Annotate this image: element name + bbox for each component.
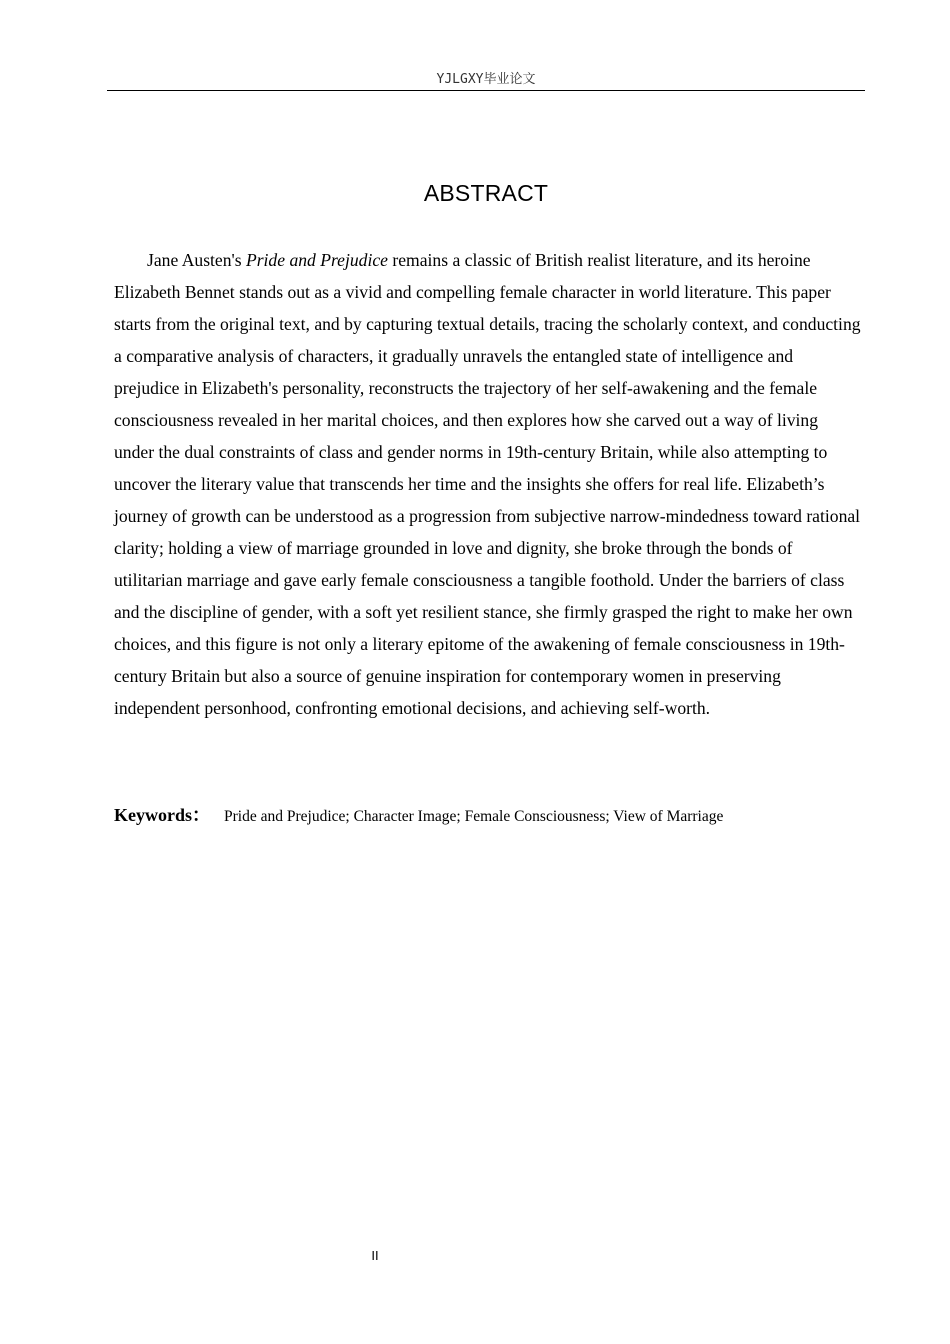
keywords-line xyxy=(114,801,862,831)
page-header: YJLGXY毕业论文 xyxy=(107,70,865,91)
abstract-paragraph xyxy=(114,244,862,724)
abstract-lead: Jane Austen's xyxy=(147,250,246,270)
abstract-title: ABSTRACT xyxy=(423,180,549,206)
abstract-body-text: remains a classic of British realist literature, and its heroine Elizabeth Bennet stands out as a vivid and compelling female character in world literature. This paper starts from the original text, and by capturing textual details, tracing the scholarly context, and conducting a comparative analysis of characters, it gradually unravels the entangled state of intelligence and prejudice in Elizabeth's personality, reconstructs the trajectory of her self-awakening and the female consciousness revealed in her marital choices, and then explores how she carved out a way of living under the dual constraints of class and gender norms in 19th-century Britain, while also attempting to uncover the literary value that transcends her time and the insights she offers for real life. Elizabeth’s journey of growth can be understood as a progression from subjective narrow-mindedness toward rational clarity; holding a view of marriage grounded in love and dignity, she broke through the bonds of utilitarian marriage and gave early female consciousness a tangible foothold. Under the barriers of class and the discipline of gender, with a soft yet resilient stance, she firmly grasped the right to make her own choices, and this figure is not only a literary epitome of the awakening of female consciousness in 19th-century Britain but also a source of genuine inspiration for contemporary women in preserving independent personhood, confronting emotional decisions, and achieving self-worth. xyxy=(114,250,861,718)
keywords-label: Keywords： xyxy=(114,805,210,825)
page-number: II xyxy=(371,1248,379,1263)
book-title: Pride and Prejudice xyxy=(245,250,388,270)
keywords-text: Pride and Prejudice; Character Image; Female Consciousness; View of Marriage xyxy=(224,808,724,825)
